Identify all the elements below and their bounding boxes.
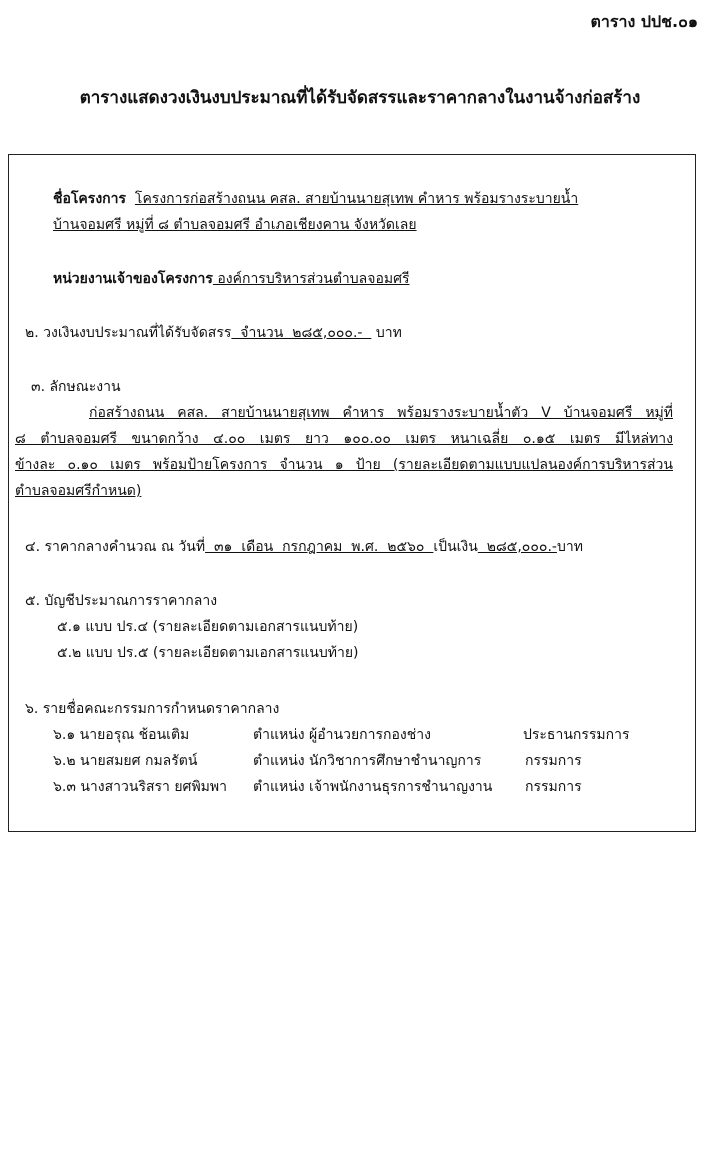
budget-amount: จำนวน ๒๘๕,๐๐๐.- (231, 325, 372, 341)
member-position: ตำแหน่ง นักวิชาการศึกษาชำนาญการ (253, 753, 482, 769)
project-owner-row (53, 269, 409, 289)
median-price-label: ๔. ราคากลางคำนวณ ณ วันที่ (25, 539, 206, 555)
estimate-item: ๕.๑ แบบ ปร.๔ (รายละเอียดตามเอกสารแนบท้าย) (57, 619, 359, 635)
member-name: ๖.๑ นายอรุณ ช้อนเติม (53, 727, 190, 743)
member-name: ๖.๒ นายสมยศ กมลรัตน์ (53, 753, 198, 769)
member-role: ประธานกรรมการ (523, 727, 630, 743)
budget-unit: บาท (375, 325, 402, 341)
work-desc-line1: ก่อสร้างถนน คสล. สายบ้านนายสุเทพ คำหาร พร้อมรางระบายน้ำตัว V บ้านจอมศรี หมู่ที่ (89, 405, 673, 421)
member-position: ตำแหน่ง ผู้อำนวยการกองช่าง (253, 727, 431, 743)
median-price-date: ๓๑ เดือน กรกฎาคม พ.ศ. ๒๕๖๐ (205, 539, 434, 555)
committee-label: ๖. รายชื่อคณะกรรมการกำหนดราคากลาง (25, 701, 280, 717)
member-position: ตำแหน่ง เจ้าพนักงานธุรการชำนาญงาน (253, 779, 493, 795)
project-label: ชื่อโครงการ (53, 191, 127, 207)
work-label: ๓. ลักษณะงาน (31, 379, 121, 395)
work-desc-line4: ตำบลจอมศรีกำหนด) (15, 483, 142, 499)
member-role: กรรมการ (525, 779, 582, 795)
budget-label: ๒. วงเงินงบประมาณที่ได้รับจัดสรร (25, 325, 232, 341)
estimate-label: ๕. บัญชีประมาณการราคากลาง (25, 593, 218, 609)
median-amount-label: เป็นเงิน (433, 539, 478, 555)
budget-row (25, 323, 402, 343)
median-price-row (25, 537, 583, 557)
median-price-unit: บาท (556, 539, 583, 555)
content-box (8, 154, 696, 832)
estimate-item: ๕.๒ แบบ ปร.๕ (รายละเอียดตามเอกสารแนบท้าย) (57, 645, 359, 661)
project-name-row (53, 189, 578, 209)
work-desc-line2: ๘ ตำบลจอมศรี ขนาดกว้าง ๔.๐๐ เมตร ยาว ๑๐๐.๐๐ เมตร หนาเฉลี่ย ๐.๑๕ เมตร มีไหล่ทาง (15, 431, 673, 447)
form-code: ตาราง ปปช.๐๑ (590, 12, 698, 31)
member-role: กรรมการ (525, 753, 582, 769)
work-desc-line3: ข้างละ ๐.๑๐ เมตร พร้อมป้ายโครงการ จำนวน ๑ ป้าย (รายละเอียดตามแบบแปลนองค์การบริหารส่วน (15, 457, 673, 473)
document-title: ตารางแสดงวงเงินงบประมาณที่ได้รับจัดสรรและราคากลางในงานจ้างก่อสร้าง (79, 88, 641, 108)
median-price-amount: ๒๘๕,๐๐๐.- (477, 539, 557, 555)
project-name-line1: โครงการก่อสร้างถนน คสล. สายบ้านนายสุเทพ คำหาร พร้อมรางระบายน้ำ (134, 191, 579, 207)
owner-value: องค์การบริหารส่วนตำบลจอมศรี (212, 271, 410, 287)
member-name: ๖.๓ นางสาวนริสรา ยศพิมพา (53, 779, 227, 795)
owner-label: หน่วยงานเจ้าของโครงการ (53, 271, 213, 287)
project-name-line2: บ้านจอมศรี หมู่ที่ ๘ ตำบลจอมศรี อำเภอเชียงคาน จังหวัดเลย (53, 217, 417, 233)
